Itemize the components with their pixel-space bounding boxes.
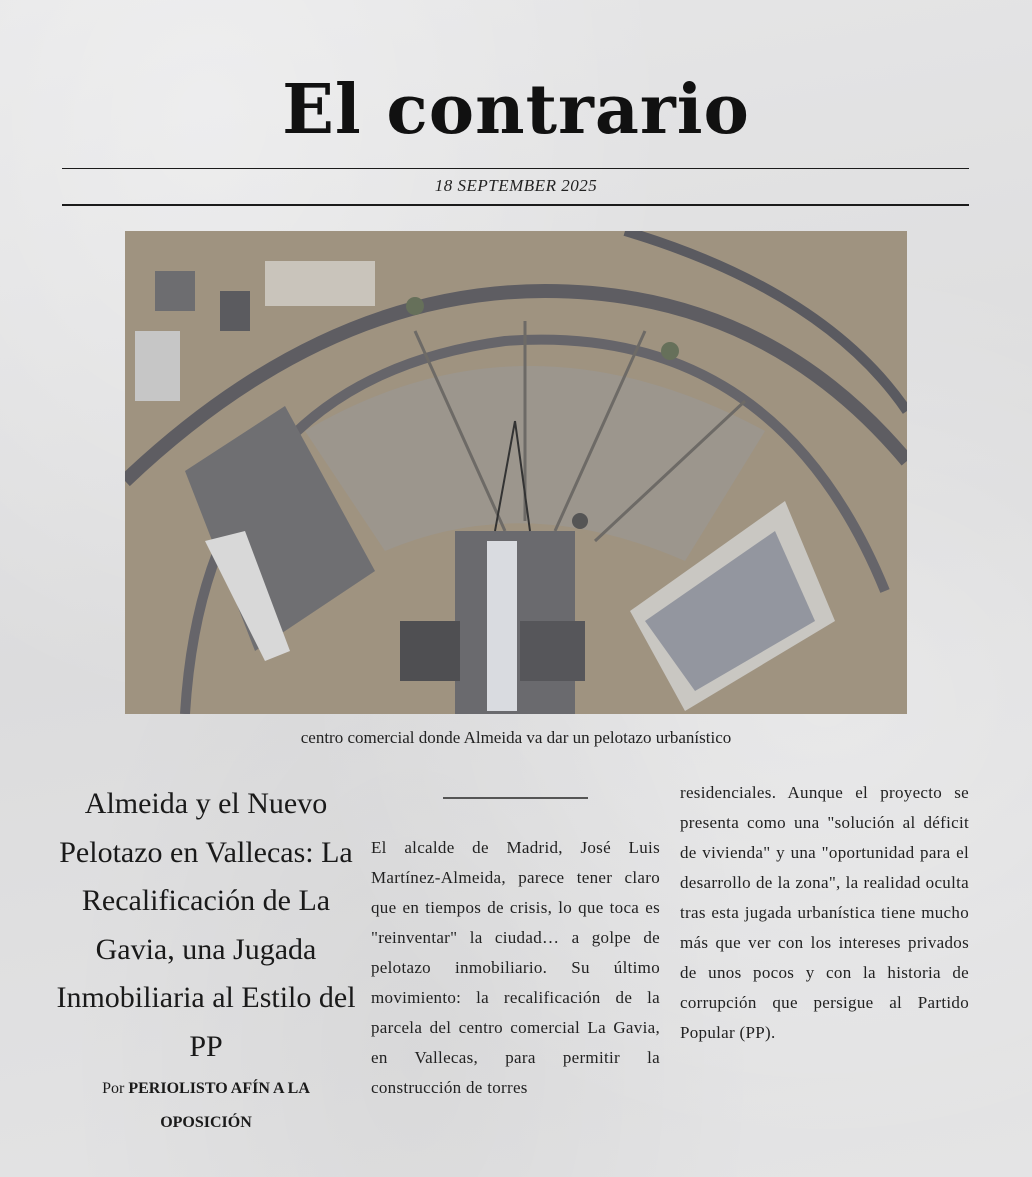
byline-prefix: Por — [102, 1080, 125, 1097]
column-divider — [443, 797, 588, 799]
aerial-photo-illustration — [125, 231, 907, 714]
masthead-rule-bottom — [62, 204, 969, 206]
issue-date: 18 SEPTEMBER 2025 — [434, 176, 598, 195]
masthead-rule-top — [62, 168, 969, 169]
newspaper-masthead: El contrario — [282, 70, 750, 150]
photo-caption: centro comercial donde Almeida va dar un pelotazo urbanístico — [300, 728, 732, 747]
article-column-two: residenciales. Aunque el proyecto se presenta como una "solución al déficit de vivienda" y una "oportunidad para el desarrollo de la zona", la realidad oculta tras esta jugada urbanística tiene mucho más que ver con los intereses privados de unos pocos y con la historia de corrupción que persigue al Partido Popular (PP). — [680, 783, 969, 1042]
byline-author: PERIOLISTO AFÍN A LA OPOSICIÓN — [128, 1080, 310, 1131]
article-byline — [70, 1072, 342, 1140]
article-column-one: El alcalde de Madrid, José Luis Martínez-Almeida, parece tener claro que en tiempos de crisis, lo que toca es "reinventar" la ciudad… a golpe de pelotazo inmobiliario. Su último movimiento: la recalificación de la parcela del centro comercial La Gavia, en Vallecas, para permitir la construcción de torres — [371, 838, 660, 1097]
aerial-photo — [125, 231, 907, 714]
article-headline: Almeida y el Nuevo Pelotazo en Vallecas: La Recalificación de La Gavia, una Jugada Inmobiliaria al Estilo del PP — [56, 787, 356, 1063]
